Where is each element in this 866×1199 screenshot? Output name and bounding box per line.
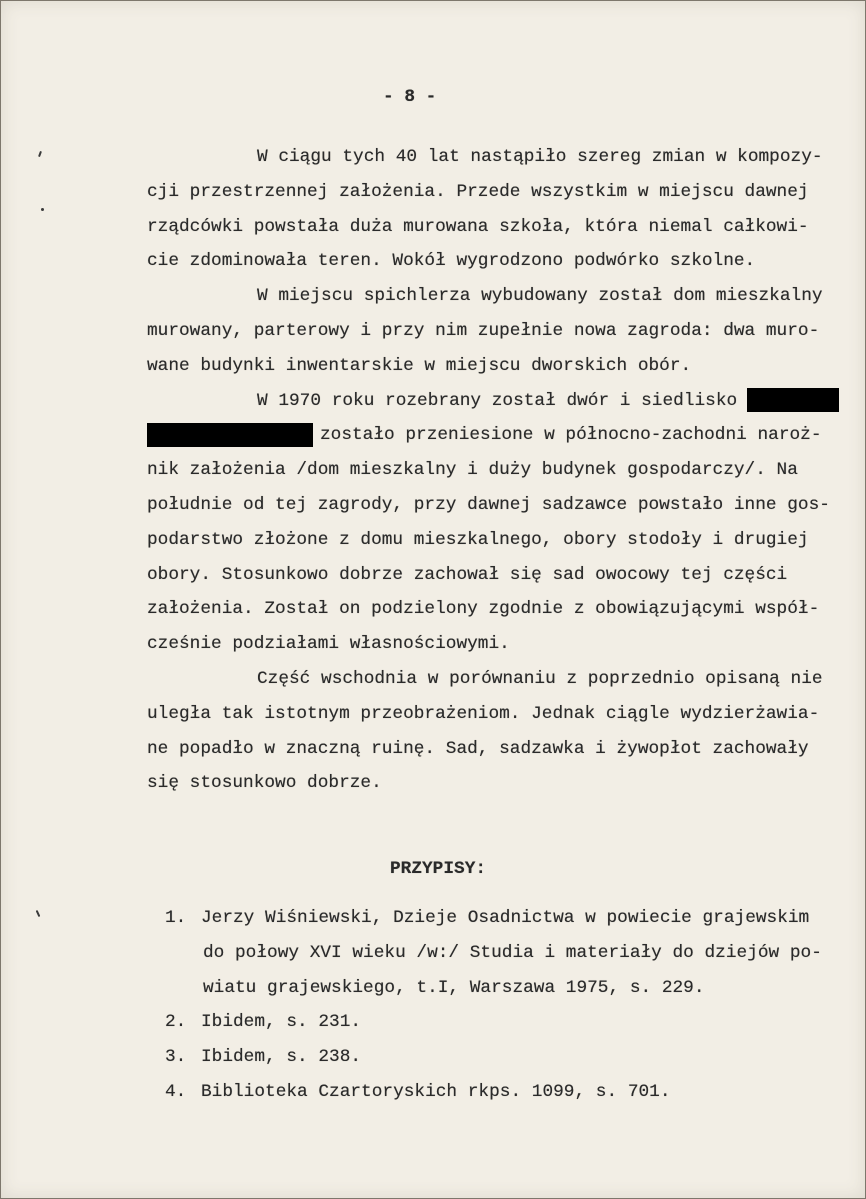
footnote-text: Jerzy Wiśniewski, Dzieje Osadnictwa w powiecie grajewskim bbox=[201, 908, 810, 928]
paragraph bbox=[147, 662, 847, 801]
text-line: W miejscu spichlerza wybudowany został dom mieszkalny bbox=[257, 286, 823, 307]
footnote-line: do połowy XVI wieku /w:/ Studia i materiały do dziejów po- bbox=[203, 942, 822, 963]
footnote-number: 1. bbox=[165, 908, 187, 928]
footnote-number: 2. bbox=[165, 1012, 187, 1033]
footnote-line bbox=[165, 1075, 845, 1110]
footnotes-heading: PRZYPISY: bbox=[390, 859, 487, 879]
text-line: W ciągu tych 40 lat nastąpiło szereg zmian w kompozy- bbox=[257, 147, 823, 167]
text-line: południe od tej zagrody, przy dawnej sadzawce powstało inne gos- bbox=[147, 494, 830, 515]
redaction-bar bbox=[747, 388, 839, 412]
paragraph bbox=[147, 279, 847, 383]
page-number: - 8 - bbox=[383, 87, 437, 107]
footnote-text: Biblioteka Czartoryskich rkps. 1099, s. 701. bbox=[201, 1081, 671, 1102]
text-line: się stosunkowo dobrze. bbox=[147, 773, 382, 794]
text-line-segment: zostało przeniesione w północno-zachodni naroż- bbox=[320, 425, 822, 446]
text-line: obory. Stosunkowo dobrze zachował się sad owocowy tej części bbox=[147, 564, 788, 585]
footnote-item bbox=[165, 1040, 845, 1075]
footnote-line bbox=[165, 901, 845, 936]
footnote-line bbox=[165, 1040, 845, 1075]
paragraph bbox=[147, 140, 847, 279]
text-line: nik założenia /dom mieszkalny i duży budynek gospodarczy/. Na bbox=[147, 460, 798, 481]
paragraph bbox=[147, 384, 847, 662]
body-text bbox=[147, 140, 847, 801]
text-line: podarstwo złożone z domu mieszkalnego, obory stodoły i drugiej bbox=[147, 529, 809, 550]
footnotes-list bbox=[165, 901, 845, 1110]
footnote-item bbox=[165, 1005, 845, 1040]
text-line: uległa tak istotnym przeobrażeniom. Jednak ciągle wydzierżawia- bbox=[147, 703, 820, 724]
text-line-segment: W 1970 roku rozebrany został dwór i siedlisko bbox=[257, 390, 738, 411]
footnote-line: wiatu grajewskiego, t.I, Warszawa 1975, s. 229. bbox=[203, 977, 705, 998]
footnote-text: Ibidem, s. 238. bbox=[201, 1047, 362, 1068]
text-line: Część wschodnia w porównaniu z poprzednio opisaną nie bbox=[257, 668, 823, 689]
margin-mark bbox=[36, 910, 41, 917]
text-line: murowany, parterowy i przy nim zupełnie nowa zagroda: dwa muro- bbox=[147, 320, 820, 341]
text-line bbox=[147, 418, 847, 453]
margin-mark bbox=[38, 151, 42, 157]
footnote-item bbox=[165, 901, 845, 1005]
text-line: cji przestrzennej założenia. Przede wszystkim w miejscu dawnej bbox=[147, 181, 809, 202]
text-line: cie zdominowała teren. Wokół wygrodzono podwórko szkolne. bbox=[147, 251, 756, 272]
footnote-number: 3. bbox=[165, 1047, 187, 1068]
footnote-item bbox=[165, 1075, 845, 1110]
text-line: rządcówki powstała duża murowana szkoła, która niemal całkowi- bbox=[147, 216, 809, 237]
footnote-number: 4. bbox=[165, 1081, 187, 1102]
footnote-line bbox=[165, 1005, 845, 1040]
text-line bbox=[147, 384, 847, 419]
redaction-bar bbox=[147, 423, 313, 447]
footnote-text: Ibidem, s. 231. bbox=[201, 1012, 362, 1033]
text-line: wane budynki inwentarskie w miejscu dworskich obór. bbox=[147, 355, 692, 376]
margin-mark bbox=[41, 208, 44, 211]
text-line: ne popadło w znaczną ruinę. Sad, sadzawka i żywopłot zachowały bbox=[147, 738, 809, 759]
text-line: cześnie podziałami własnościowymi. bbox=[147, 634, 510, 655]
text-line: założenia. Został on podzielony zgodnie z obowiązującymi współ- bbox=[147, 599, 820, 620]
